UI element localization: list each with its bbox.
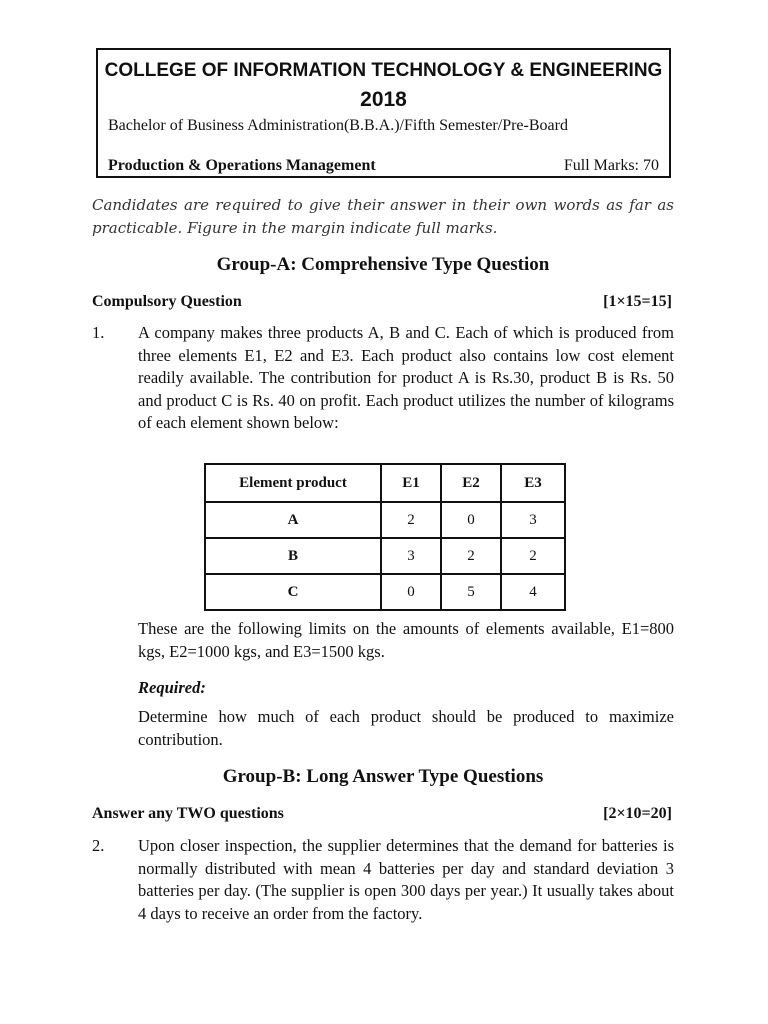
group-b-title: Group-B: Long Answer Type Questions [222, 766, 544, 787]
group-a-section-line [92, 293, 672, 311]
table-cell: 2 [501, 538, 565, 574]
table-header-cell: E1 [381, 464, 441, 502]
table-header-cell: Element product [205, 464, 381, 502]
table-header-cell: E3 [501, 464, 565, 502]
table-cell: B [205, 538, 381, 574]
group-b-marks: [2×10=20] [603, 805, 672, 822]
full-marks: Full Marks: 70 [563, 157, 659, 174]
table-cell: 2 [441, 538, 501, 574]
table-cell: C [205, 574, 381, 610]
table-row [205, 502, 565, 538]
question-1-number: 1. [92, 323, 105, 342]
required-heading: Required: [138, 678, 206, 697]
question-2-number: 2. [92, 836, 105, 855]
table-cell: 0 [441, 502, 501, 538]
table-header-cell: E2 [441, 464, 501, 502]
table-row [205, 574, 565, 610]
table-cell: 5 [441, 574, 501, 610]
exam-year: 2018 [360, 88, 407, 111]
candidate-instructions: Candidates are required to give their answer in their own words as far as practicable. Figure in the margin indicate full marks. [92, 196, 674, 237]
table-cell: 2 [381, 502, 441, 538]
table-header-row [205, 464, 565, 502]
program-details: Bachelor of Business Administration(B.B.A.)/Fifth Semester/Pre-Board [108, 117, 568, 134]
table-cell: 3 [501, 502, 565, 538]
table-row [205, 538, 565, 574]
group-a-marks: [1×15=15] [603, 293, 672, 310]
group-b-section-line [92, 805, 672, 823]
table-cell: 4 [501, 574, 565, 610]
group-b-section-label: Answer any TWO questions [92, 805, 284, 822]
table-cell: A [205, 502, 381, 538]
required-text: Determine how much of each product should be produced to maximize contribution. [138, 707, 674, 749]
table-cell: 0 [381, 574, 441, 610]
table-cell: 3 [381, 538, 441, 574]
exam-header-box [96, 48, 671, 178]
question-2-text: Upon closer inspection, the supplier determines that the demand for batteries is normally distributed with mean 4 batteries per day and standard deviation 3 batteries per day. (The supplier is open 300 days per year.) It usually takes about 4 days to receive an order from the factory. [138, 836, 674, 923]
question-1-text: A company makes three products A, B and C. Each of which is produced from three elements E1, E2 and E3. Each product also contains low cost element readily available. The contribution for product A is Rs.30, product B is Rs. 50 and product C is Rs. 40 on profit. Each product utilizes the number of kilograms of each element shown below: [138, 323, 674, 432]
course-name: Production & Operations Management [108, 157, 376, 174]
element-limits-text: These are the following limits on the amounts of elements available, E1=800 kgs, E2=1000 kgs, and E3=1500 kgs. [138, 619, 674, 661]
college-name: COLLEGE OF INFORMATION TECHNOLOGY & ENGINEERING [104, 60, 663, 81]
course-line [108, 156, 659, 176]
group-a-section-label: Compulsory Question [92, 293, 242, 310]
element-usage-table [204, 463, 566, 611]
group-a-title: Group-A: Comprehensive Type Question [216, 254, 550, 275]
